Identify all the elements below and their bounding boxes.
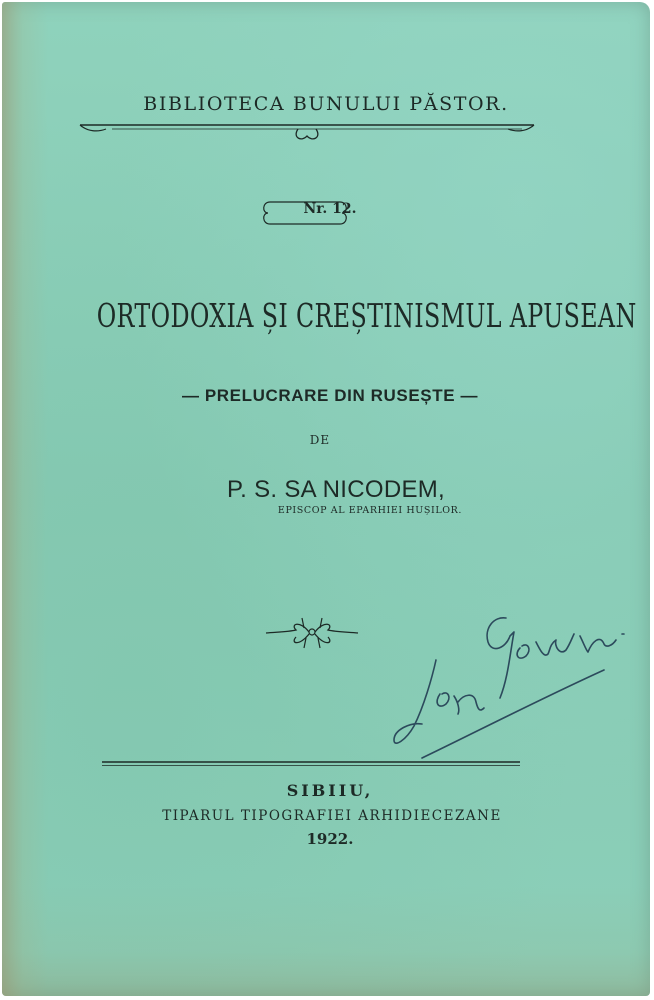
- floral-ornament: [262, 614, 362, 654]
- by-label: DE: [309, 433, 331, 447]
- series-number-text: Nr. 12.: [303, 201, 357, 217]
- publication-city: SIBIIU,: [286, 781, 374, 800]
- author-role: EPISCOP AL EPARHIEI HUȘILOR.: [277, 505, 462, 516]
- book-subtitle: — PRELUCRARE DIN RUSEȘTE —: [181, 386, 479, 405]
- book-title: ORTODOXIA ȘI CREȘTINISMUL APUSEAN: [96, 296, 637, 335]
- printer-name: TIPARUL TIPOGRAFIEI ARHIDIECEZANE: [162, 808, 502, 824]
- series-number: [6, 201, 650, 217]
- author-name: P. S. SA NICODEM,: [226, 476, 446, 503]
- library-name: BIBLIOTECA BUNULUI PĂSTOR.: [143, 93, 509, 115]
- handwritten-signature: [388, 598, 648, 768]
- ornamental-header-rule: [2, 120, 650, 150]
- publication-year: 1922.: [306, 830, 354, 848]
- footer-rule: [2, 760, 650, 768]
- book-cover: [2, 2, 650, 996]
- worn-bottom-edge: [2, 886, 650, 996]
